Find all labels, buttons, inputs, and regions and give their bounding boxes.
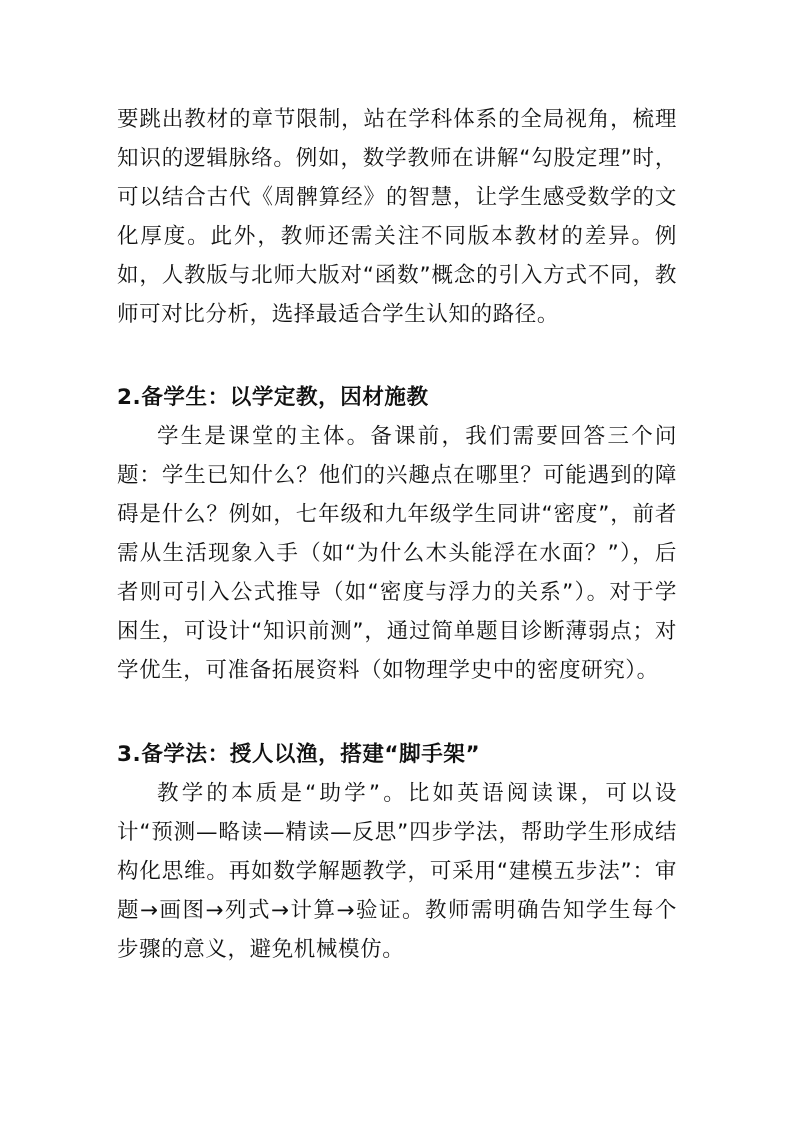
section-title-methods: 3.备学法：授人以渔，搭建“脚手架”: [117, 742, 481, 767]
section-title-students: 2.备学生：以学定教，因材施教: [117, 385, 429, 410]
intro-paragraph: 要跳出教材的章节限制，站在学科体系的全局视角，梳理知识的逻辑脉络。例如，数学教师在讲解“勾股定理”时，可以结合古代《周髀算经》的智慧，让学生感受数学的文化厚度。此外，教师还需关注不同版本教材的差异。例如，人教版与北师大版对“函数”概念的引入方式不同，教师可对比分析，选择最适合学生认知的路径。: [117, 107, 677, 327]
document-page: [117, 100, 677, 969]
section-spacer: [117, 690, 677, 735]
section-spacer: [117, 334, 677, 378]
section-body-methods: 教学的本质是“助学”。比如英语阅读课，可以设计“预测—略读—精读—反思”四步学法，帮助学生形成结构化思维。再如数学解题教学，可采用“建模五步法”：审题→画图→列式→计算→验证。教师需明确告知学生每个步骤的意义，避免机械模仿。: [117, 781, 677, 962]
section-body-students: 学生是课堂的主体。备课前，我们需要回答三个问题：学生已知什么？他们的兴趣点在哪里？可能遇到的障碍是什么？例如，七年级和九年级学生同讲“密度”，前者需从生活现象入手（如“为什么木头能浮在水面？”），后者则可引入公式推导（如“密度与浮力的关系”）。对于学困生，可设计“知识前测”，通过简单题目诊断薄弱点；对学优生，可准备拓展资料（如物理学史中的密度研究）。: [117, 424, 677, 683]
